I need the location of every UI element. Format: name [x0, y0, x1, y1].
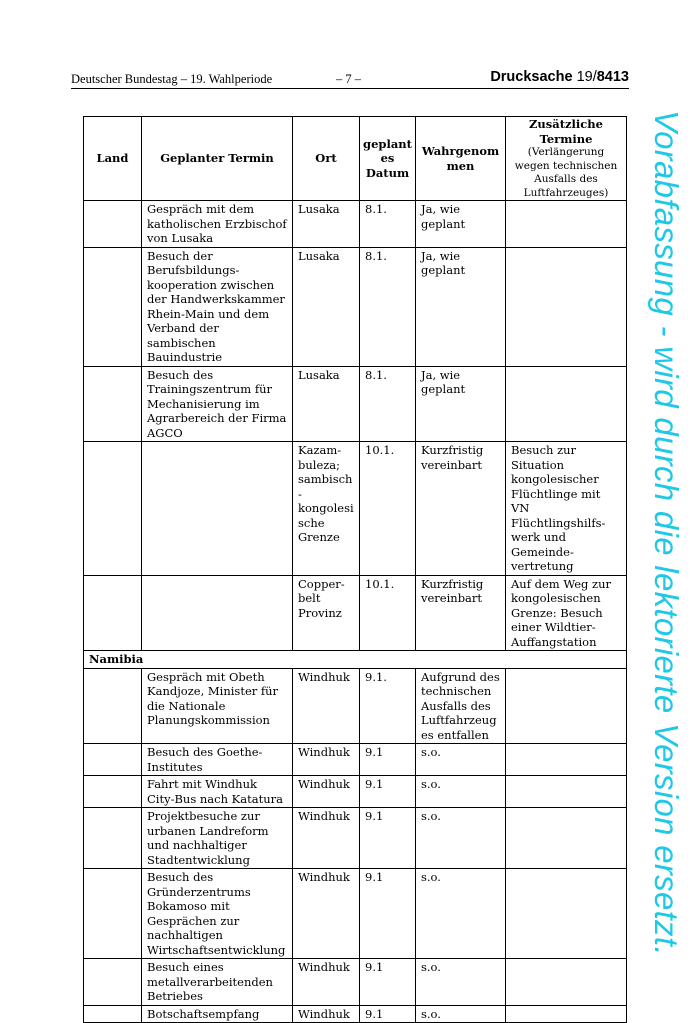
table-row [84, 575, 627, 651]
cell-zus [506, 869, 627, 959]
cell-land [84, 776, 142, 808]
table-row [84, 247, 627, 366]
cell-wahr: s.o. [416, 776, 506, 808]
cell-ort: Windhuk [293, 869, 360, 959]
cell-zus [506, 776, 627, 808]
cell-land [84, 442, 142, 576]
drucksache-label: Drucksache [490, 69, 573, 85]
section-row [84, 651, 627, 669]
header-zus-note: (Verlängerung wegen technischen Ausfalls des Luftfahrzeuges) [514, 146, 618, 199]
cell-datum: 9.1 [360, 959, 416, 1006]
table-row [84, 668, 627, 744]
cell-termin: Botschaftsempfang [142, 1005, 293, 1023]
cell-datum: 9.1. [360, 668, 416, 744]
header-zusaetzliche-termine [506, 117, 627, 201]
page-number: – 7 – [336, 72, 361, 86]
cell-land [84, 366, 142, 442]
cell-zus [506, 668, 627, 744]
cell-ort: Windhuk [293, 744, 360, 776]
cell-datum: 9.1 [360, 776, 416, 808]
cell-land [84, 247, 142, 366]
cell-ort: Windhuk [293, 668, 360, 744]
table-row [84, 442, 627, 576]
cell-wahr: Ja, wie geplant [416, 201, 506, 248]
cell-zus [506, 959, 627, 1006]
cell-ort: Copper-belt Provinz [293, 575, 360, 651]
table-row [84, 201, 627, 248]
cell-wahr: s.o. [416, 1005, 506, 1023]
cell-land [84, 575, 142, 651]
cell-termin: Besuch des Trainingszentrum für Mechanisierung im Agrarbereich der Firma AGCO [142, 366, 293, 442]
watermark [645, 110, 685, 956]
cell-wahr: Ja, wie geplant [416, 366, 506, 442]
header-land: Land [84, 117, 142, 201]
cell-zus: Besuch zur Situation kongolesischer Flüchtlinge mit VN Flüchtlingshilfs-werk und Gemeinde-vertretung [506, 442, 627, 576]
cell-wahr: Ja, wie geplant [416, 247, 506, 366]
document-number [490, 69, 629, 85]
cell-datum: 9.1 [360, 1005, 416, 1023]
drucksache-number: 8413 [596, 69, 629, 85]
cell-land [84, 744, 142, 776]
table-header-row [84, 117, 627, 201]
cell-zus [506, 1005, 627, 1023]
cell-land [84, 201, 142, 248]
table-row [84, 808, 627, 869]
cell-zus [506, 744, 627, 776]
cell-land [84, 668, 142, 744]
cell-wahr: Kurzfristig vereinbart [416, 442, 506, 576]
cell-wahr: s.o. [416, 959, 506, 1006]
cell-termin: Besuch des Gründerzentrums Bokamoso mit Gesprächen zur nachhaltigen Wirtschaftsentwicklung [142, 869, 293, 959]
cell-termin [142, 442, 293, 576]
cell-wahr: Aufgrund des technischen Ausfalls des Luftfahrzeuges entfallen [416, 668, 506, 744]
cell-land [84, 959, 142, 1006]
cell-termin: Projektbesuche zur urbanen Landreform und nachhaltiger Stadtentwicklung [142, 808, 293, 869]
cell-datum: 10.1. [360, 442, 416, 576]
cell-datum: 8.1. [360, 366, 416, 442]
cell-land [84, 808, 142, 869]
table-row [84, 959, 627, 1006]
cell-land [84, 869, 142, 959]
cell-ort: Lusaka [293, 247, 360, 366]
cell-termin: Gespräch mit Obeth Kandjoze, Minister für die Nationale Planungskommission [142, 668, 293, 744]
cell-ort: Lusaka [293, 366, 360, 442]
cell-termin: Besuch des Goethe-Institutes [142, 744, 293, 776]
watermark-text: Vorabfassung - wird durch die lektorierte Version ersetzt. [648, 110, 685, 956]
table-row [84, 776, 627, 808]
cell-datum: 9.1 [360, 744, 416, 776]
schedule-table [83, 116, 627, 1023]
cell-zus [506, 808, 627, 869]
table-row [84, 869, 627, 959]
header-wahrgenommen: Wahrgenom men [416, 117, 506, 201]
header-termin: Geplanter Termin [142, 117, 293, 201]
section-namibia: Namibia [84, 651, 627, 669]
cell-land [84, 1005, 142, 1023]
cell-ort: Lusaka [293, 201, 360, 248]
cell-termin: Gespräch mit dem katholischen Erzbischof von Lusaka [142, 201, 293, 248]
cell-ort: Kazam-buleza; sambisch-kongolesi sche Grenze [293, 442, 360, 576]
cell-termin: Fahrt mit Windhuk City-Bus nach Katatura [142, 776, 293, 808]
cell-ort: Windhuk [293, 776, 360, 808]
cell-ort: Windhuk [293, 808, 360, 869]
cell-zus [506, 247, 627, 366]
cell-wahr: s.o. [416, 869, 506, 959]
cell-datum: 8.1. [360, 201, 416, 248]
drucksache-prefix: 19/ [576, 69, 597, 85]
cell-ort: Windhuk [293, 1005, 360, 1023]
header-rule [71, 88, 629, 89]
cell-termin: Besuch der Berufsbildungs-kooperation zwischen der Handwerkskammer Rhein-Main und dem Verband der sambischen Bauindustrie [142, 247, 293, 366]
cell-zus: Auf dem Weg zur kongolesischen Grenze: Besuch einer Wildtier-Auffangstation [506, 575, 627, 651]
header-left: Deutscher Bundestag – 19. Wahlperiode [71, 72, 273, 86]
cell-termin: Besuch eines metallverarbeitenden Betriebes [142, 959, 293, 1006]
cell-wahr: s.o. [416, 744, 506, 776]
header-ort: Ort [293, 117, 360, 201]
cell-termin [142, 575, 293, 651]
cell-datum: 10.1. [360, 575, 416, 651]
table-row [84, 366, 627, 442]
table-row [84, 744, 627, 776]
cell-datum: 9.1 [360, 869, 416, 959]
header-datum: geplant es Datum [360, 117, 416, 201]
cell-ort: Windhuk [293, 959, 360, 1006]
cell-zus [506, 201, 627, 248]
cell-wahr: s.o. [416, 808, 506, 869]
table-row [84, 1005, 627, 1023]
cell-zus [506, 366, 627, 442]
cell-datum: 9.1 [360, 808, 416, 869]
cell-datum: 8.1. [360, 247, 416, 366]
cell-wahr: Kurzfristig vereinbart [416, 575, 506, 651]
header-zus-title: Zusätzliche Termine [529, 117, 603, 146]
